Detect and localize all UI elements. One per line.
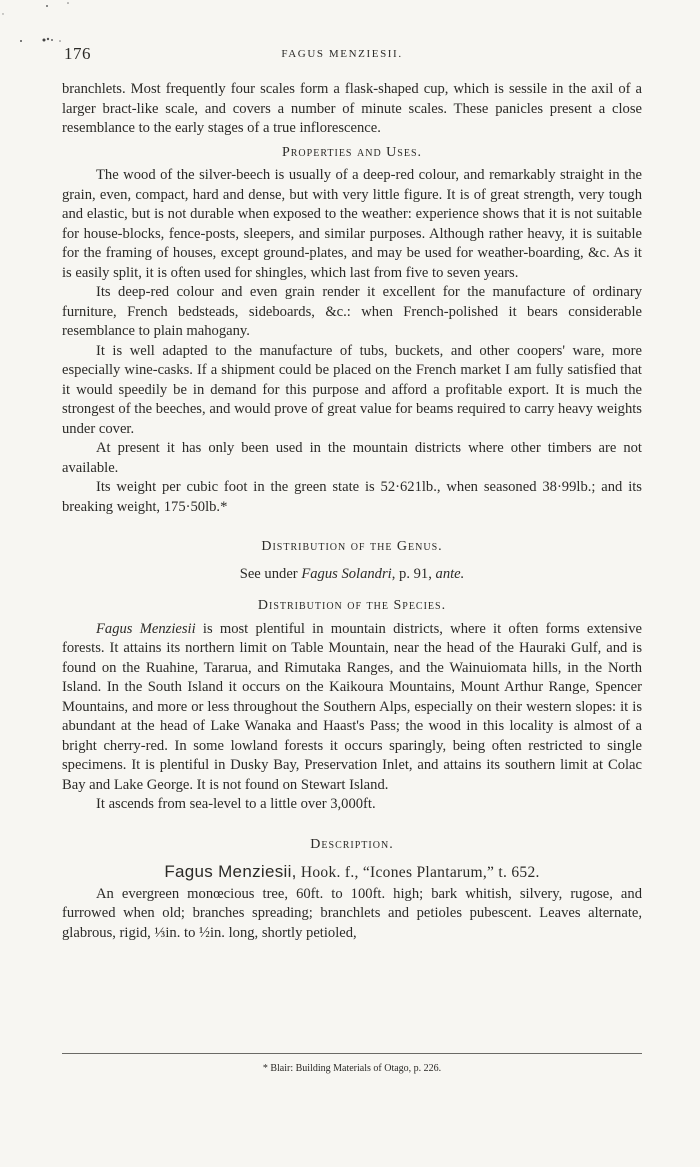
page-header bbox=[62, 44, 642, 68]
properties-paragraph-4: At present it has only been used in the mountain districts where other timbers are not available. bbox=[62, 440, 642, 476]
intro-paragraph: branchlets. Most frequently four scales form a flask-shaped cup, which is sessile in the axil of a larger bract-like scale, and covers a number of minute scales. These panicles present a close resemblance to the early stages of a true inflorescence. bbox=[62, 81, 642, 136]
description-paragraph: An evergreen monœcious tree, 60ft. to 100ft. high; bark whitish, silvery, rugose, and furrowed when old; branches spreading; branchlets and petioles pubescent. Leaves alternate, glabrous, rigid, ⅓in. to ½in. long, shortly petioled, bbox=[62, 885, 642, 941]
genus-see-prefix: See under bbox=[239, 565, 298, 582]
footnote-rule bbox=[62, 1053, 642, 1054]
species-paragraph-1 bbox=[62, 620, 642, 796]
species-paragraph-text: is most plentiful in mountain districts, where it often forms extensive forests. It attains its northern limit on Table Mountain, near the head of the Hauraki Gulf, and is found on the Ruahine, Tararua, and Rimutaka Ranges, and the Wainuiomata hills, in the North Island. In the South Island it occurs on the Kaikoura Mountains, Mount Arthur Range, Spencer Mountains, and more or less throughout the Southern Alps, especially on their western slopes: it is abundant at the head of Lake Wanaka and Haast's Pass; the wood in this locality is almost of a bright cherry-red. In some lowland forests it occurs sparingly, being often restricted to single specimens. It is plentiful in Dusky Bay, Preservation Inlet, and attains its southern limit at Colac Bay and Lake George. It is not found on Stewart Island. bbox=[62, 620, 642, 793]
properties-heading: Properties and Uses. bbox=[281, 144, 423, 160]
species-authority: Hook. f., “Icones Plantarum,” t. 652. bbox=[296, 864, 540, 881]
species-paragraph-2: It ascends from sea-level to a little over 3,000ft. bbox=[96, 796, 376, 812]
species-italic-lead: Fagus Menziesii bbox=[96, 620, 196, 637]
genus-see-italic: Fagus Solandri bbox=[301, 565, 392, 582]
running-title: FAGUS MENZIESII. bbox=[281, 48, 403, 60]
species-name: Fagus Menziesii, bbox=[164, 862, 297, 881]
footnote: * Blair: Building Materials of Otago, p. 226. bbox=[262, 1063, 442, 1074]
genus-see-middle: , p. 91, bbox=[391, 565, 432, 582]
properties-paragraph-5: Its weight per cubic foot in the green state is 52·621lb., when seasoned 38·99lb.; and its breaking weight, 175·50lb.* bbox=[62, 479, 642, 515]
species-title bbox=[62, 862, 642, 883]
genus-reference bbox=[62, 565, 642, 585]
page-number: 176 bbox=[64, 44, 91, 63]
species-heading: Distribution of the Species. bbox=[257, 598, 447, 613]
description-heading: Description. bbox=[310, 836, 394, 852]
properties-paragraph-1: The wood of the silver-beech is usually of a deep-red colour, and remarkably straight in the grain, even, compact, hard and dense, but with very little figure. It is of great strength, very tough and elastic, but is not durable when exposed to the weather: experience shows that it is not suitable for house-blocks, fence-posts, sleepers, and similar purposes. Although rather heavy, it is suitable for the framing of houses, except ground-plates, and may be used for weather-boarding, &c. As it is easily split, it is often used for shingles, which last from five to seven years. bbox=[62, 167, 642, 281]
properties-paragraph-2: Its deep-red colour and even grain render it excellent for the manufacture of ordinary furniture, French bedsteads, sideboards, &c.: when French-polished it bears considerable resemblance to plain mahogany. bbox=[62, 284, 642, 339]
genus-see-suffix: ante. bbox=[435, 565, 465, 582]
genus-heading: Distribution of the Genus. bbox=[261, 539, 443, 554]
page-body bbox=[62, 80, 642, 943]
properties-paragraph-3: It is well adapted to the manufacture of tubs, buckets, and other coopers' ware, more especially wine-casks. If a shipment could be placed on the French market I am fully satisfied that it would speedily be in demand for this purpose and afford a profitable export. It is much the strongest of the beeches, and would prove of great value for beams required to carry heavy weights under cover. bbox=[62, 342, 642, 437]
